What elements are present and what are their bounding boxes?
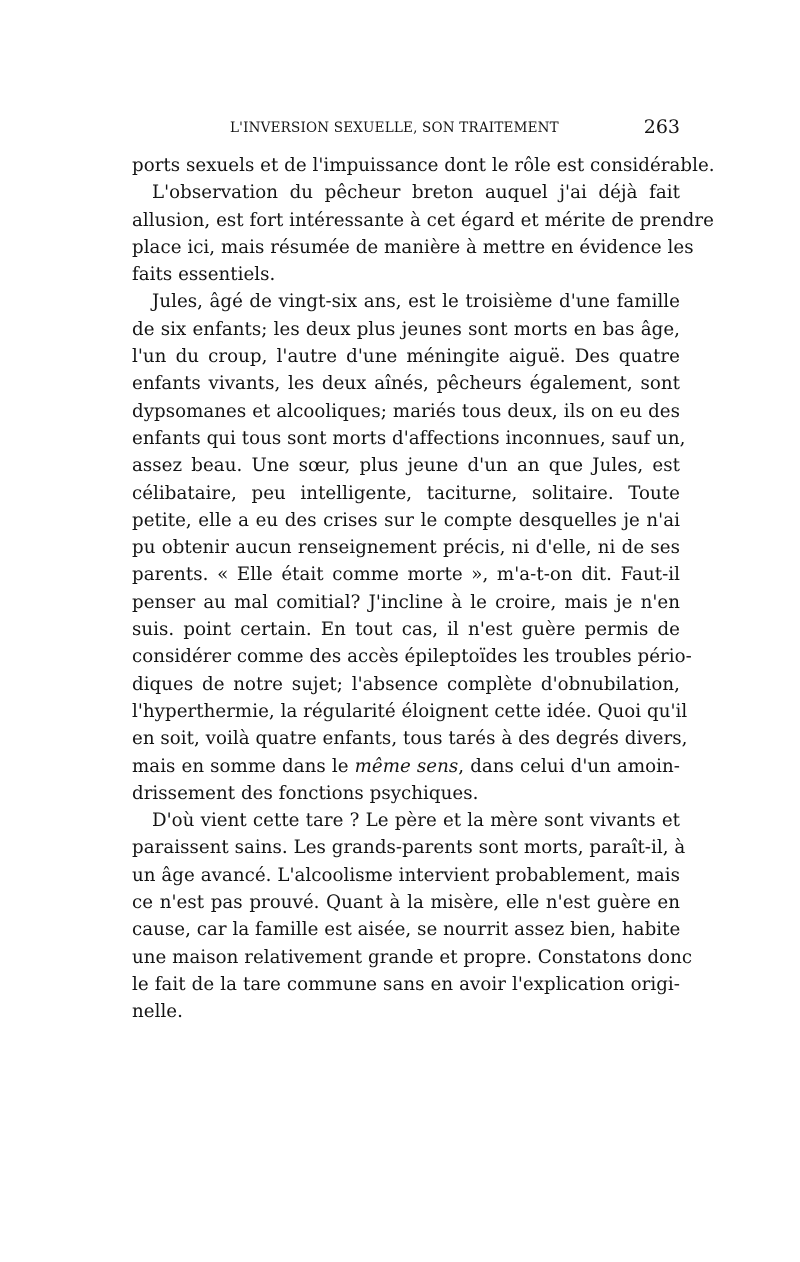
text-line: L'observation du pêcheur breton auquel j'ai déjà fait: [152, 182, 680, 204]
text-line: cause, car la famille est aisée, se nourrit assez bien, habite: [132, 919, 681, 941]
text-line: l'hyperthermie, la régularité éloignent cette idée. Quoi qu'il: [132, 700, 688, 722]
text-line: le fait de la tare commune sans en avoir l'explication origi-: [132, 973, 680, 995]
text-line: enfants qui tous sont morts d'affections inconnues, sauf un,: [132, 427, 686, 449]
text-line: paraissent sains. Les grands-parents sont morts, paraît-il, à: [132, 837, 686, 859]
text-line: pu obtenir aucun renseignement précis, ni d'elle, ni de ses: [132, 537, 680, 559]
page-number: 263: [643, 116, 680, 138]
text-line-with-italic: [132, 753, 680, 780]
text-segment: mais en somme dans le: [132, 755, 355, 777]
text-line: ce n'est pas prouvé. Quant à la misère, elle n'est guère en: [132, 892, 680, 914]
text-line: de six enfants; les deux plus jeunes sont morts en bas âge,: [132, 318, 680, 340]
text-line: célibataire, peu intelligente, taciturne, solitaire. Toute: [132, 482, 680, 504]
text-line: une maison relativement grande et propre. Constatons donc: [132, 946, 693, 968]
text-line: penser au mal comitial? J'incline à le croire, mais je n'en: [132, 591, 680, 613]
text-line: place ici, mais résumée de manière à mettre en évidence les: [132, 236, 694, 258]
text-line: diques de notre sujet; l'absence complète d'obnubilation,: [132, 673, 680, 695]
text-line: drissement des fonctions psychiques.: [132, 782, 479, 804]
text-line: dypsomanes et alcooliques; mariés tous deux, ils on eu des: [132, 400, 680, 422]
italic-phrase: même sens: [354, 755, 459, 777]
text-line: considérer comme des accès épileptoïdes les troubles pério-: [132, 646, 692, 668]
text-line: parents. « Elle était comme morte », m'a-t-on dit. Faut-il: [132, 564, 680, 586]
text-segment: , dans celui d'un amoin-: [458, 755, 680, 777]
text-line: un âge avancé. L'alcoolisme intervient probablement, mais: [132, 864, 680, 886]
running-title: L'INVERSION SEXUELLE, SON TRAITEMENT: [230, 120, 559, 136]
running-header: [132, 116, 680, 140]
text-line: en soit, voilà quatre enfants, tous tarés à des degrés divers,: [132, 728, 688, 750]
text-line: assez beau. Une sœur, plus jeune d'un an que Jules, est: [132, 455, 680, 477]
text-line: D'où vient cette tare ? Le père et la mère sont vivants et: [152, 810, 680, 832]
text-line: enfants vivants, les deux aînés, pêcheurs également, sont: [132, 373, 680, 395]
body-text: [132, 152, 715, 1026]
text-line: allusion, est fort intéressante à cet égard et mérite de prendre: [132, 209, 714, 231]
text-line: suis. point certain. En tout cas, il n'est guère permis de: [132, 619, 680, 641]
text-line: l'un du croup, l'autre d'une méningite aiguë. Des quatre: [132, 346, 680, 368]
text-line: ports sexuels et de l'impuissance dont le rôle est considérable.: [132, 155, 715, 176]
text-line: Jules, âgé de vingt-six ans, est le troisième d'une famille: [152, 291, 680, 313]
text-line: nelle.: [132, 1001, 183, 1023]
text-line: faits essentiels.: [132, 264, 276, 286]
text-line: petite, elle a eu des crises sur le compte desquelles je n'ai: [132, 509, 680, 531]
